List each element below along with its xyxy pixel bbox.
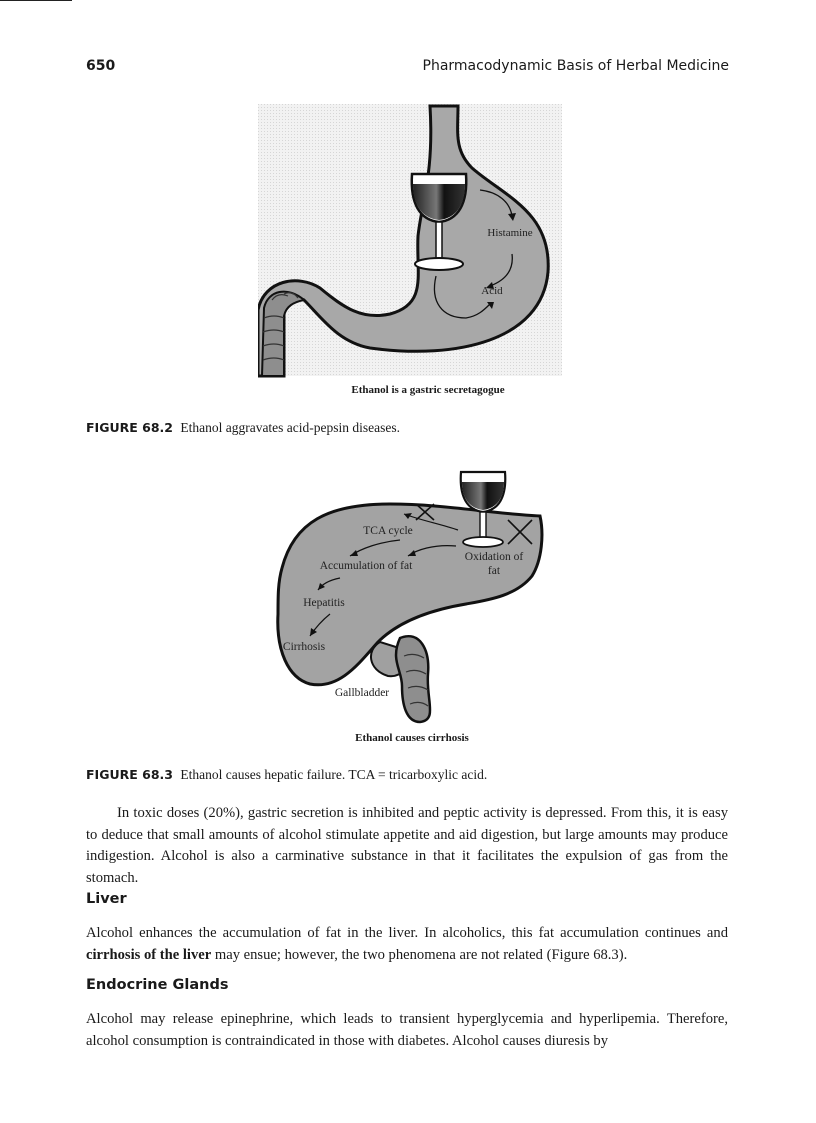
running-title: Pharmacodynamic Basis of Herbal Medicine xyxy=(422,58,729,74)
label-hepatitis: Hepatitis xyxy=(303,597,345,609)
label-histamine: Histamine xyxy=(487,227,533,239)
paragraph-liver xyxy=(86,923,728,966)
paragraph-toxic-doses: In toxic doses (20%), gastric secretion is inhibited and peptic activity is depressed. From this, it is easy to deduce that small amounts of alcohol stimulate appetite and aid digestion, but large amounts may produce indigestion. Alcohol is also a carminative substance in that it facilitates the expulsion of gas from the stomach. xyxy=(86,805,728,886)
label-tca-cycle: TCA cycle xyxy=(363,525,413,537)
liver-text-post: may ensue; however, the two phenomena are not related (Figure 68.3). xyxy=(211,946,628,963)
label-oxidation-of-fat-line1: Oxidation of xyxy=(464,551,524,563)
figure-68-2-caption-text: Ethanol aggravates acid-pepsin diseases. xyxy=(180,420,401,435)
figure-68-3-liver-illustration xyxy=(270,464,546,726)
intestine-shape xyxy=(396,636,430,722)
top-rule xyxy=(0,0,72,1)
figure-68-2-label: FIGURE 68.2 xyxy=(86,420,173,435)
label-acid: Acid xyxy=(481,285,503,297)
label-gallbladder: Gallbladder xyxy=(334,687,390,699)
figure-68-3-caption xyxy=(86,767,487,783)
figure-68-3-inner-caption: Ethanol causes cirrhosis xyxy=(355,732,469,744)
label-oxidation-of-fat-line2: fat xyxy=(487,565,501,577)
liver-text-bold: cirrhosis of the liver xyxy=(86,946,212,963)
section-heading-liver: Liver xyxy=(86,891,127,907)
figure-68-2-stomach-illustration xyxy=(258,104,562,378)
paragraph-endocrine: Alcohol may release epinephrine, which leads to transient hyperglycemia and hyperlipemia. Therefore, alcohol consumption is contraindicated in those with diabetes. Alcohol causes diuresis by xyxy=(86,1011,728,1049)
figure-68-2-caption xyxy=(86,420,400,436)
running-header xyxy=(86,58,729,78)
figure-68-3-caption-text: Ethanol causes hepatic failure. TCA = tricarboxylic acid. xyxy=(180,767,488,782)
label-accumulation-of-fat: Accumulation of fat xyxy=(319,560,413,572)
figure-68-2-inner-caption: Ethanol is a gastric secretagogue xyxy=(351,384,505,396)
label-cirrhosis: Cirrhosis xyxy=(282,641,326,653)
figure-68-3-label: FIGURE 68.3 xyxy=(86,767,173,782)
section-heading-endocrine-glands: Endocrine Glands xyxy=(86,977,229,993)
liver-text-pre: Alcohol enhances the accumulation of fat in the liver. In alcoholics, this fat accumulation continues and xyxy=(86,925,728,941)
page-number: 650 xyxy=(86,58,116,74)
